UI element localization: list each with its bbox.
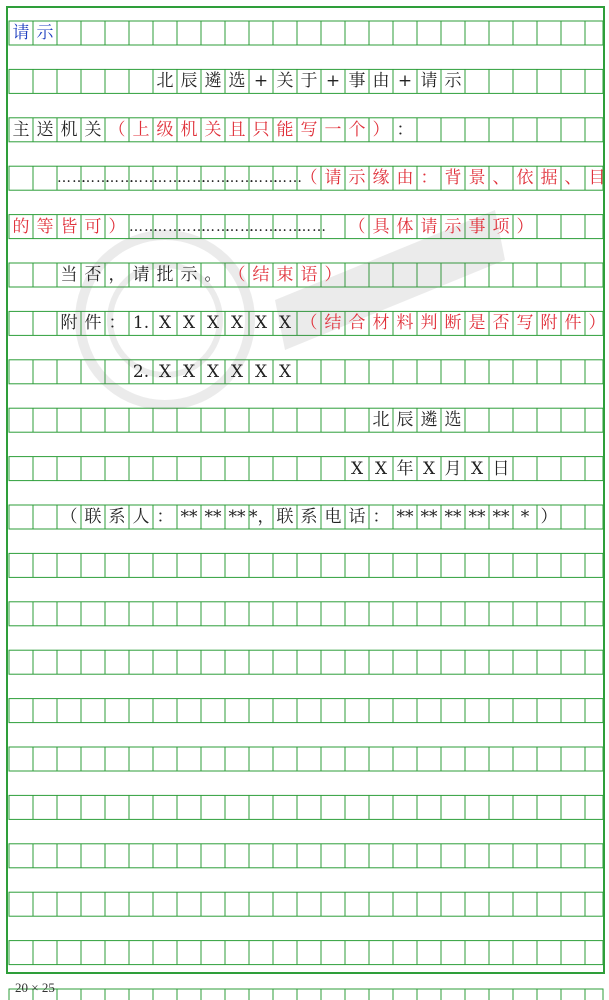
grid-char: 选 (444, 410, 462, 431)
grid-char: 北 (372, 410, 390, 431)
grid-char: *， (249, 507, 275, 527)
grid-char: 由 (396, 168, 414, 189)
text-line (0, 505, 609, 529)
grid-char: 送 (36, 119, 54, 140)
grid-char: 年 (396, 458, 414, 479)
grid-char: 束 (276, 265, 294, 285)
grid-char: 等 (36, 216, 54, 237)
grid-char: 关 (276, 71, 294, 92)
grid-char: ** (204, 507, 222, 527)
grid-char: X (350, 458, 364, 479)
grid-char: 附 (540, 313, 558, 334)
text-line (0, 408, 609, 432)
grid-char: 辰 (180, 71, 198, 92)
grid-char: ** (180, 507, 198, 527)
text-line (0, 311, 609, 335)
grid-char: X (182, 361, 196, 382)
grid-char: ** (420, 507, 438, 527)
grid-char: 背 (444, 168, 462, 189)
grid-char: …… (273, 170, 303, 187)
grid-char: 请 (420, 216, 438, 237)
grid-char: X (206, 361, 220, 382)
grid-char: 当 (60, 265, 78, 285)
grid-char: 、 (564, 168, 582, 189)
grid-char: X (254, 313, 268, 334)
grid-char: + (397, 71, 413, 92)
grid-char: 辰 (396, 410, 414, 431)
grid-char: …… (177, 218, 207, 235)
grid-char: 人 (132, 507, 150, 527)
grid-char: ： (108, 313, 126, 334)
grid-char: 的 (12, 216, 30, 237)
grid-char: 缘 (372, 168, 390, 189)
grid-char: 日 (492, 458, 510, 479)
grid-char: 遴 (420, 410, 438, 431)
grid-char: ） (516, 216, 534, 237)
grid-char: 一 (324, 119, 342, 140)
grid-char: …… (177, 170, 207, 187)
grid-char: 是 (468, 313, 486, 334)
grid-char: ） (588, 313, 606, 334)
grid-char: ） (372, 119, 390, 140)
grid-char: ： (420, 168, 438, 189)
grid-char: 选 (228, 71, 246, 92)
grid-char: + (325, 71, 341, 92)
grid-char: ） (324, 265, 342, 285)
grid-char: 月 (444, 458, 462, 479)
grid-char: …… (201, 218, 231, 235)
grid-char: ** (468, 507, 486, 527)
grid-char: …… (273, 218, 303, 235)
grid-char: …… (153, 218, 183, 235)
grid-char: 话 (348, 507, 366, 527)
grid-char: ** (228, 507, 246, 527)
grid-char: ， (108, 265, 126, 285)
text-line (0, 215, 609, 239)
grid-char: 关 (204, 119, 222, 140)
grid-char: 体 (396, 216, 414, 237)
grid-char: 个 (348, 119, 366, 140)
text-line (0, 457, 609, 481)
grid-char: 电 (324, 507, 342, 527)
grid-char: 级 (156, 119, 174, 140)
grid-char: * (520, 507, 530, 527)
grid-char: 项 (492, 216, 510, 237)
grid-char: X (422, 458, 436, 479)
grid-char: 请 (420, 71, 438, 92)
grid-char: X (182, 313, 196, 334)
grid-char: …… (225, 218, 255, 235)
grid-char: ** (396, 507, 414, 527)
grid-char: 主 (12, 119, 30, 140)
grid-char: 、 (492, 168, 510, 189)
grid-char: 1. (132, 313, 150, 334)
grid-char: X (206, 313, 220, 334)
grid-char: 合 (348, 313, 366, 334)
grid-char: X (230, 361, 244, 382)
grid-char: ： (156, 507, 174, 527)
grid-char: 示 (348, 168, 366, 189)
grid-char: 写 (516, 313, 534, 334)
grid-char: 批 (156, 265, 174, 285)
grid-char: 北 (156, 71, 174, 92)
grid-char: 景 (468, 168, 486, 189)
grid-char: X (278, 361, 292, 382)
grid-char: 写 (300, 119, 318, 140)
grid-char: 能 (276, 119, 294, 140)
grid-char: 只 (252, 119, 270, 140)
grid-char: 事 (468, 216, 486, 237)
grid-char: 示 (36, 23, 54, 43)
grid-char: 目 (588, 168, 606, 189)
grid-char: （ (300, 168, 318, 189)
grid-char: X (230, 313, 244, 334)
grid-char: 且 (228, 119, 246, 140)
grid-char: …… (153, 170, 183, 187)
text-line (0, 21, 609, 45)
grid-char: X (374, 458, 388, 479)
grid-char: X (158, 313, 172, 334)
grid-char: （ (348, 216, 366, 237)
text-line (0, 118, 609, 142)
grid-char: 可 (84, 216, 102, 237)
grid-char: 断 (444, 313, 462, 334)
grid-char: 示 (444, 71, 462, 92)
grid-char: 材 (372, 313, 390, 334)
grid-char: 由 (372, 71, 390, 92)
grid-char: 请 (12, 23, 30, 43)
grid-char: 上 (132, 119, 150, 140)
grid-char: 联 (276, 507, 294, 527)
grid-char: …… (249, 170, 279, 187)
text-line (0, 263, 609, 287)
grid-char: 。 (204, 265, 222, 285)
grid-char: …… (81, 170, 111, 187)
text-line (0, 69, 609, 93)
grid-char: 请 (132, 265, 150, 285)
grid-char: 示 (444, 216, 462, 237)
grid-char: X (158, 361, 172, 382)
grid-char: ） (108, 216, 126, 237)
grid-char: （ (108, 119, 126, 140)
grid-char: 机 (60, 119, 78, 140)
grid-char: …… (225, 170, 255, 187)
grid-char: 联 (84, 507, 102, 527)
grid-char: 据 (540, 168, 558, 189)
grid-char: 具 (372, 216, 390, 237)
grid-char: 示 (180, 265, 198, 285)
grid-char: …… (105, 170, 135, 187)
grid-char: 判 (420, 313, 438, 334)
grid-char: 料 (396, 313, 414, 334)
grid-char: ： (372, 507, 390, 527)
grid-char: …… (201, 170, 231, 187)
grid-char: 否 (492, 313, 510, 334)
text-line (0, 166, 609, 190)
grid-char: …… (129, 218, 159, 235)
grid-char: 系 (108, 507, 126, 527)
grid-char: X (278, 313, 292, 334)
text-line (0, 360, 609, 384)
grid-char: X (254, 361, 268, 382)
grid-char: 皆 (60, 216, 78, 237)
grid-char: ） (540, 507, 558, 527)
grid-char: 否 (84, 265, 102, 285)
grid-char: 件 (564, 313, 582, 334)
grid-char: （ (228, 265, 246, 285)
grid-char: …… (297, 218, 327, 235)
grid-size-label: 20 × 25 (15, 980, 55, 995)
grid-char: 语 (300, 265, 318, 285)
grid-char: …… (129, 170, 159, 187)
grid-char: ： (396, 119, 414, 140)
grid-char: 机 (180, 119, 198, 140)
grid-char: …… (57, 170, 87, 187)
grid-char: 请 (324, 168, 342, 189)
grid-char: 依 (516, 168, 534, 189)
grid-char: + (253, 71, 269, 92)
grid-char: 系 (300, 507, 318, 527)
grid-char: 遴 (204, 71, 222, 92)
grid-char: …… (249, 218, 279, 235)
grid-char: 结 (252, 265, 270, 285)
grid-char: ** (444, 507, 462, 527)
grid-char: 结 (324, 313, 342, 334)
grid-char: （ (60, 507, 78, 527)
grid-char: （ (300, 313, 318, 334)
grid-char: 2. (132, 361, 150, 382)
grid-char: 于 (300, 71, 318, 92)
grid-char: 事 (348, 71, 366, 92)
grid-char: 关 (84, 119, 102, 140)
grid-char: ** (492, 507, 510, 527)
grid-char: X (470, 458, 484, 479)
grid-char: 附 (60, 313, 78, 334)
grid-char: 件 (84, 313, 102, 334)
